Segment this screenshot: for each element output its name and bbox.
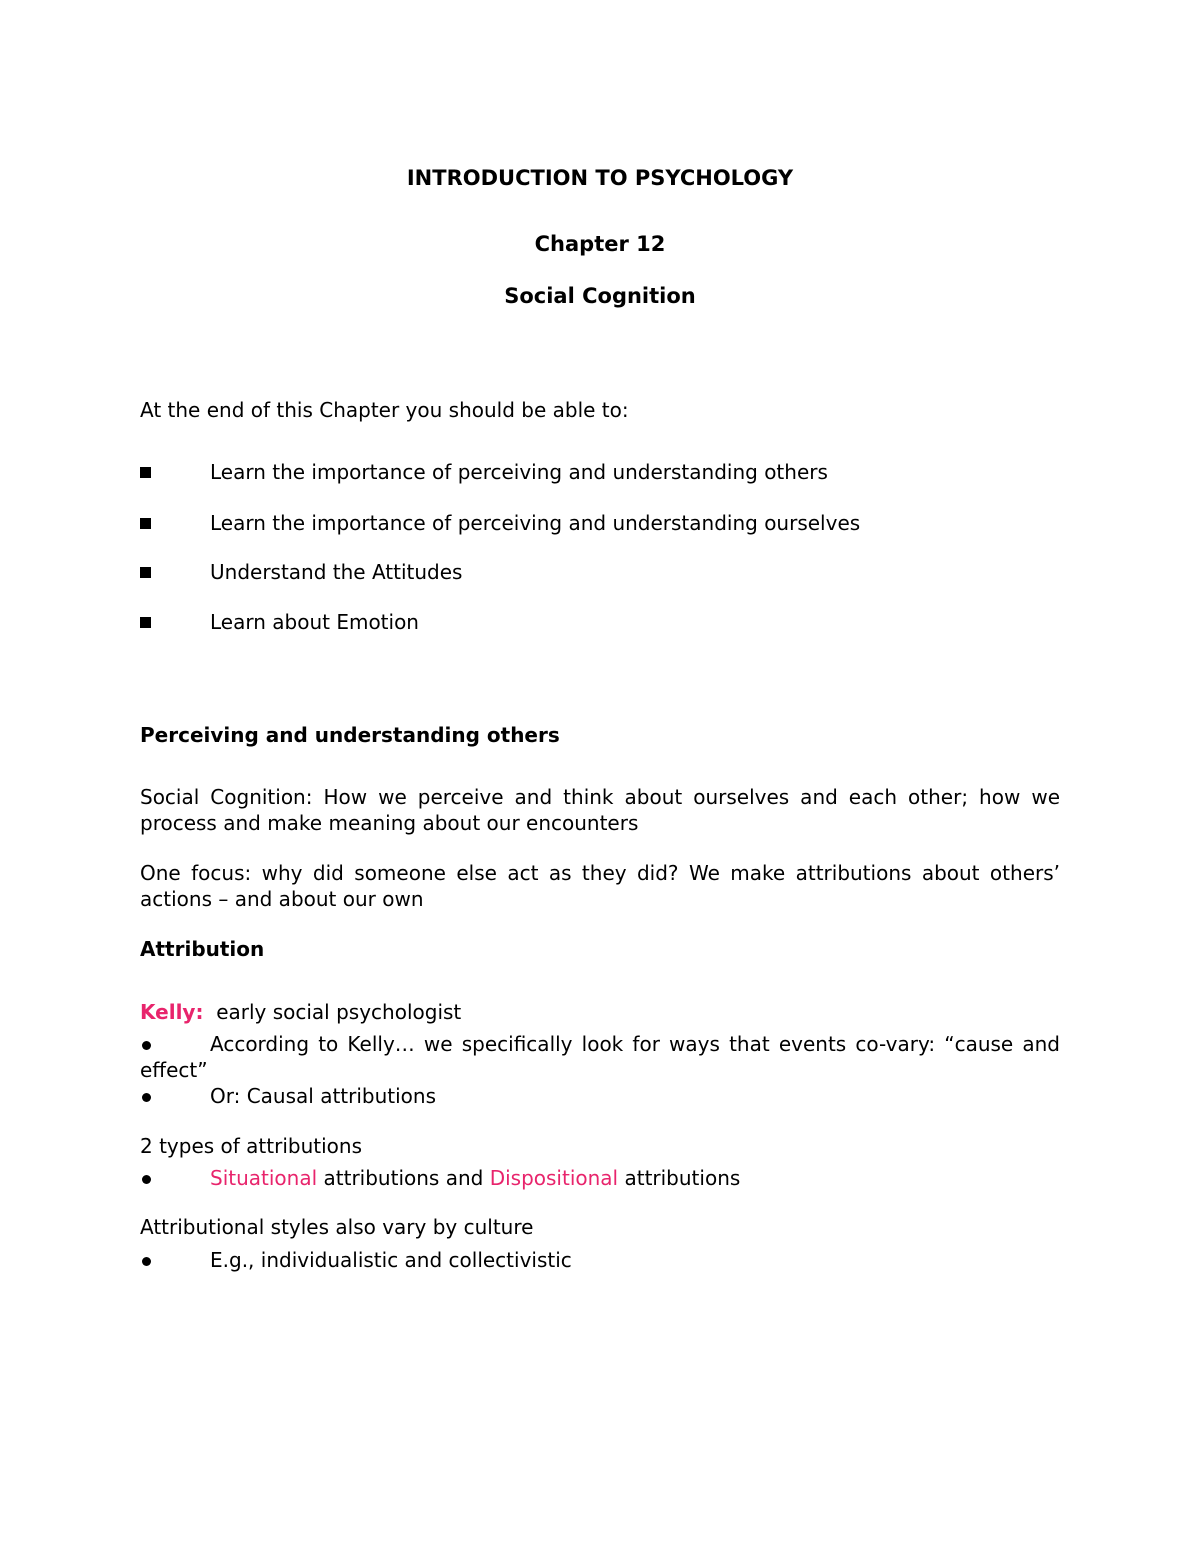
bullet-text: Or: Causal attributions <box>210 1084 437 1108</box>
square-bullet-icon <box>140 510 170 536</box>
round-bullet-icon <box>140 1165 170 1191</box>
square-bullet-icon <box>140 459 170 485</box>
section-heading-perceiving: Perceiving and understanding others <box>140 723 560 747</box>
objective-text: Learn the importance of perceiving and understanding others <box>210 460 828 484</box>
types-line: 2 types of attributions <box>140 1134 362 1158</box>
kelly-label: Kelly: <box>140 1000 204 1024</box>
chapter-number: Chapter 12 <box>534 232 666 256</box>
objective-text: Learn about Emotion <box>210 610 419 634</box>
dispositional-term: Dispositional <box>489 1166 619 1190</box>
bullet-text: According to Kelly… we specifically look for ways that events co-vary: “cause and effect” <box>140 1032 1060 1082</box>
section-heading-attribution: Attribution <box>140 937 265 961</box>
kelly-description: early social psychologist <box>216 1000 462 1024</box>
kelly-line <box>140 999 1060 1025</box>
types-connector: attributions and <box>317 1166 490 1190</box>
document-title: INTRODUCTION TO PSYCHOLOGY <box>406 166 794 190</box>
round-bullet-icon <box>140 1031 149 1057</box>
situational-term: Situational <box>210 1166 318 1190</box>
round-bullet-icon <box>140 1083 170 1109</box>
types-end: attributions <box>618 1166 741 1190</box>
bullet-text <box>210 1165 1060 1191</box>
square-bullet-icon <box>140 559 170 585</box>
square-bullet-icon <box>140 609 170 635</box>
social-cognition-paragraph: Social Cognition: How we perceive and think about ourselves and each other; how we process and make meaning about our encounters <box>140 785 1060 835</box>
bullet-text: E.g., individualistic and collectivistic <box>210 1248 572 1272</box>
culture-line: Attributional styles also vary by culture <box>140 1215 534 1239</box>
round-bullet-icon <box>140 1247 170 1273</box>
objective-text: Learn the importance of perceiving and understanding ourselves <box>210 511 861 535</box>
objectives-intro: At the end of this Chapter you should be able to: <box>140 398 629 422</box>
bullet-item-kelly <box>140 1031 1060 1083</box>
chapter-title: Social Cognition <box>504 284 696 308</box>
one-focus-paragraph: One focus: why did someone else act as they did? We make attributions about others’ actions – and about our own <box>140 861 1060 911</box>
objective-text: Understand the Attitudes <box>210 560 463 584</box>
